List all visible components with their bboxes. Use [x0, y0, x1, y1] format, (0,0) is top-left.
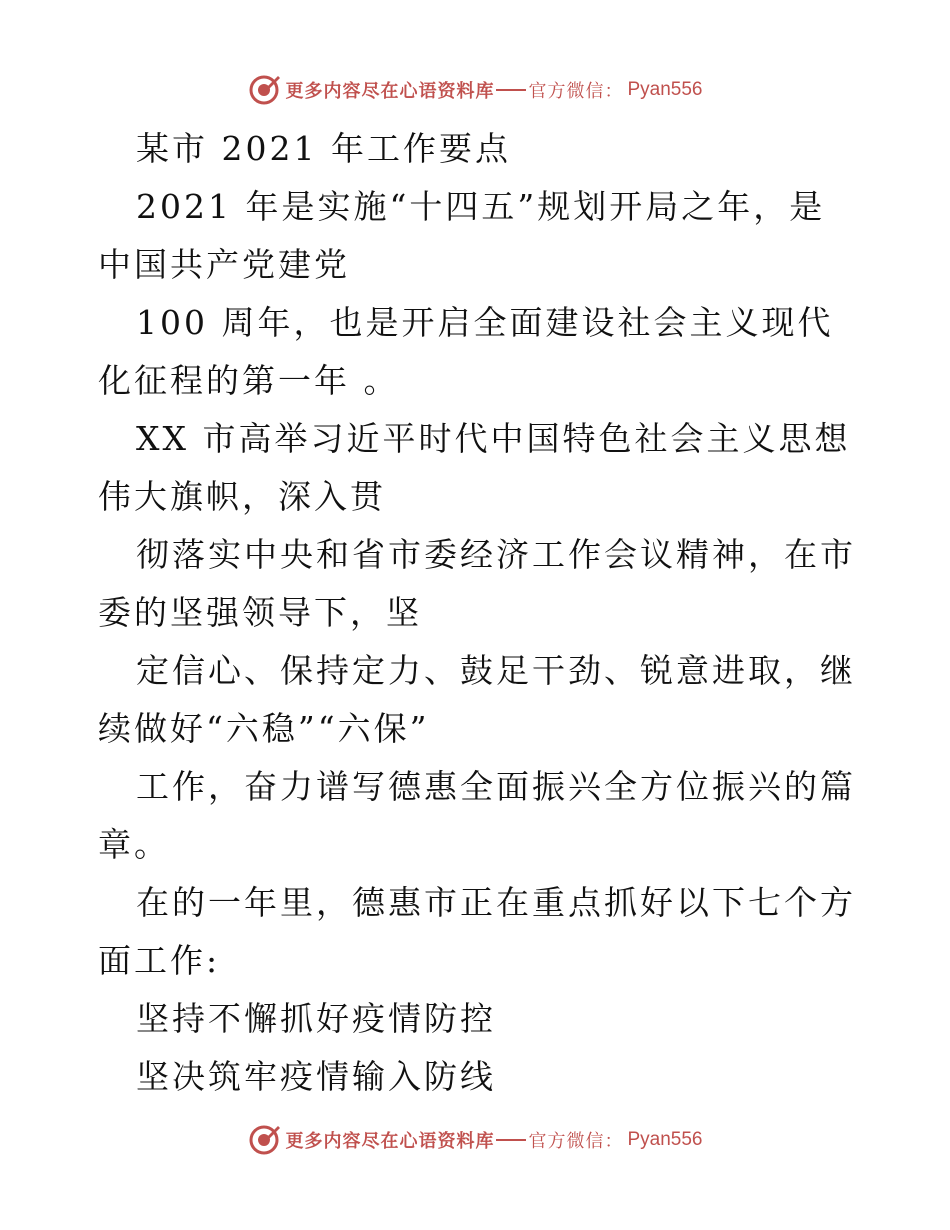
paragraph: XX 市高举习近平时代中国特色社会主义思想伟大旗帜，深入贯	[98, 419, 851, 516]
paragraph: 坚持不懈抓好疫情防控	[136, 999, 496, 1038]
footer-banner	[0, 1120, 950, 1160]
wechat-label: 官方微信：	[528, 1131, 624, 1152]
site-name: 更多内容尽在心语资料库	[285, 81, 495, 102]
paragraph: 在的一年里，德惠市正在重点抓好以下七个方面工作:	[98, 883, 856, 980]
paragraph: 坚决筑牢疫情输入防线	[136, 1057, 496, 1096]
doc-title: 某市 2021 年工作要点	[136, 129, 511, 168]
wechat-id: Pyan556	[627, 1129, 703, 1150]
paragraph: 彻落实中央和省市委经济工作会议精神，在市委的坚强领导下，坚	[98, 535, 856, 632]
header-banner	[0, 70, 950, 110]
pen-logo-icon	[247, 73, 281, 107]
wechat-label: 官方微信：	[528, 81, 624, 102]
paragraph: 2021 年是实施“十四五”规划开局之年，是中国共产党建党	[98, 187, 826, 284]
pen-logo-icon	[247, 1123, 281, 1157]
paragraph: 工作，奋力谱写德惠全面振兴全方位振兴的篇章。	[98, 767, 856, 864]
paragraph: 100 周年，也是开启全面建设社会主义现代化征程的第一年 。	[98, 303, 834, 400]
site-name: 更多内容尽在心语资料库	[285, 1131, 495, 1152]
wechat-id: Pyan556	[627, 79, 703, 100]
divider	[496, 89, 526, 91]
divider	[496, 1139, 526, 1141]
paragraph: 定信心、保持定力、鼓足干劲、锐意进取，继续做好“六稳”“六保”	[98, 651, 856, 748]
document-body	[98, 120, 858, 1106]
